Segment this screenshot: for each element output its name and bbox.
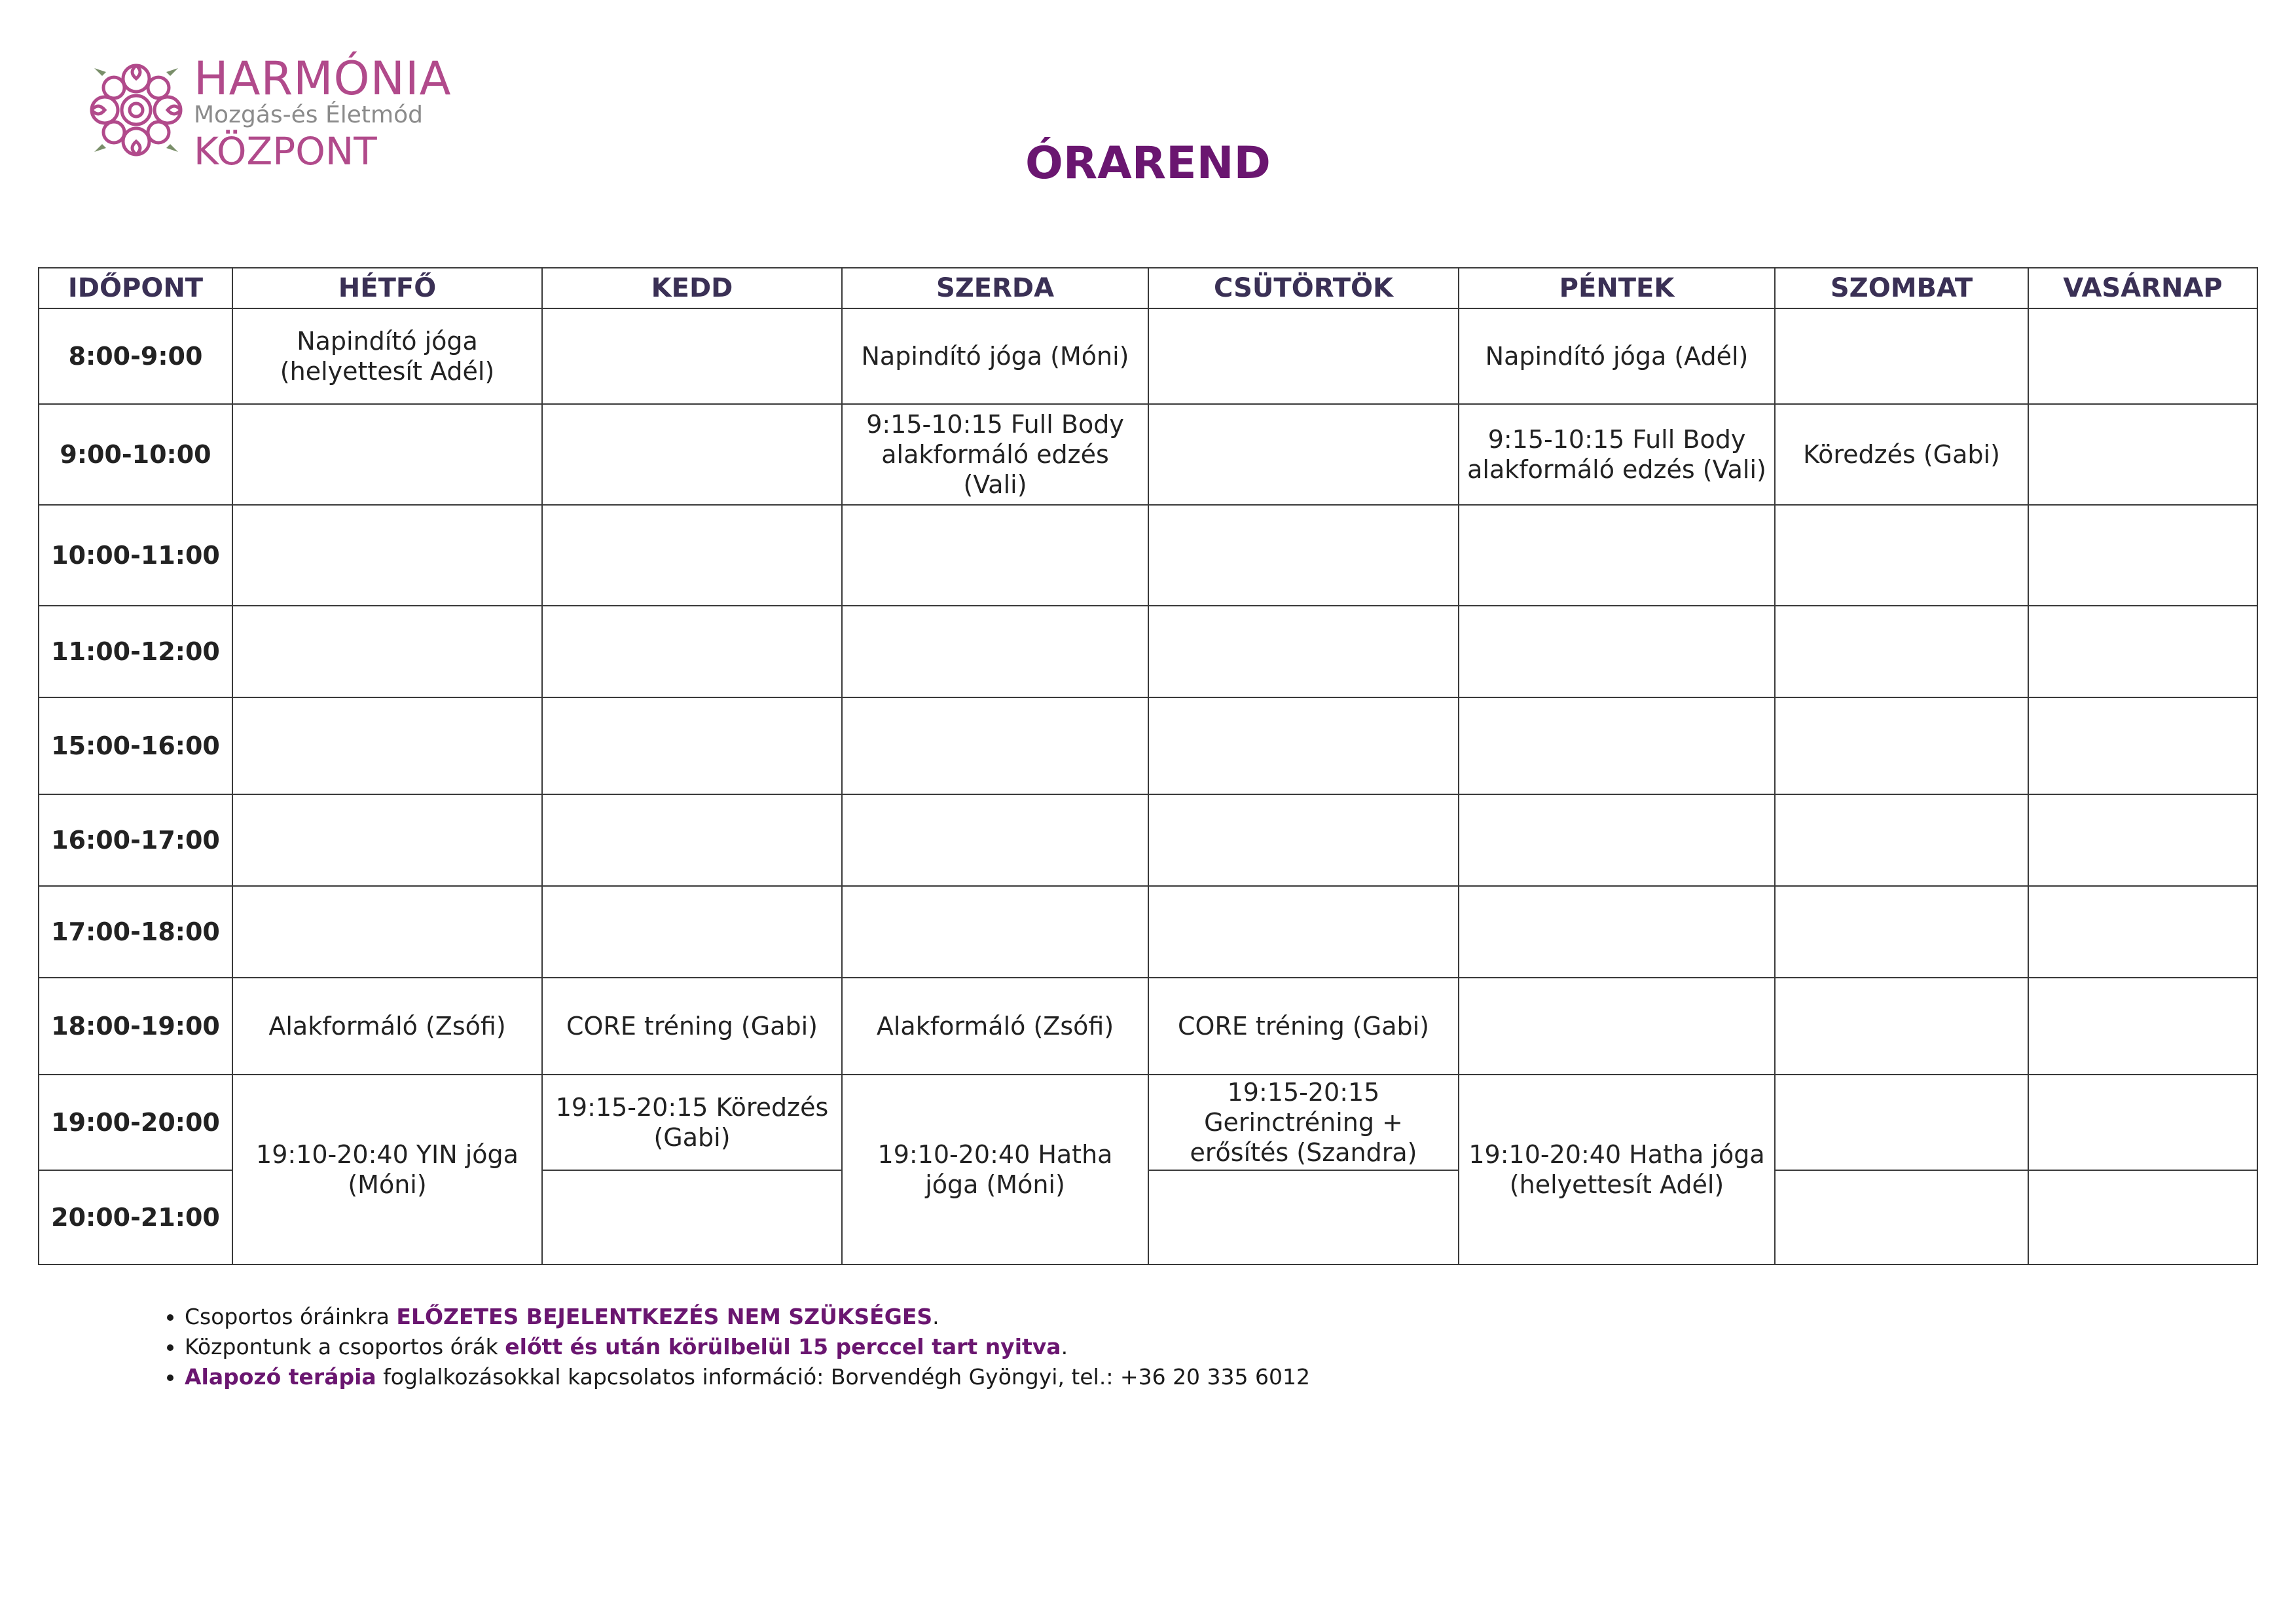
class-cell: 19:10-20:40 YIN jóga (Móni)	[232, 1075, 542, 1264]
header-tuesday: KEDD	[542, 268, 842, 308]
table-row	[39, 697, 2257, 794]
class-cell: 19:15-20:15 Köredzés (Gabi)	[542, 1075, 842, 1170]
empty-cell	[842, 606, 1148, 697]
time-cell: 15:00-16:00	[39, 697, 232, 794]
time-cell: 11:00-12:00	[39, 606, 232, 697]
note-opening: • Központunk a csoportos órák előtt és után körülbelül 15 perccel tart nyitva.	[185, 1332, 2116, 1362]
empty-cell	[842, 794, 1148, 886]
empty-cell	[1775, 1170, 2028, 1264]
empty-cell	[1148, 1170, 1459, 1264]
class-cell: Napindító jóga (helyettesít Adél)	[232, 308, 542, 404]
empty-cell	[2028, 1170, 2257, 1264]
empty-cell	[1775, 697, 2028, 794]
empty-cell	[842, 697, 1148, 794]
empty-cell	[2028, 505, 2257, 606]
empty-cell	[842, 886, 1148, 978]
table-row	[39, 1075, 2257, 1170]
empty-cell	[1459, 886, 1775, 978]
empty-cell	[2028, 606, 2257, 697]
empty-cell	[2028, 1075, 2257, 1170]
empty-cell	[232, 697, 542, 794]
empty-cell	[1459, 606, 1775, 697]
empty-cell	[2028, 697, 2257, 794]
empty-cell	[232, 794, 542, 886]
header-time: IDŐPONT	[39, 268, 232, 308]
empty-cell	[2028, 308, 2257, 404]
empty-cell	[1459, 794, 1775, 886]
empty-cell	[232, 886, 542, 978]
empty-cell	[2028, 404, 2257, 505]
notes	[152, 1302, 2116, 1392]
empty-cell	[232, 606, 542, 697]
empty-cell	[1775, 1075, 2028, 1170]
logo-subtitle: Mozgás-és Életmód	[194, 101, 423, 128]
header-sunday: VASÁRNAP	[2028, 268, 2257, 308]
table-row	[39, 606, 2257, 697]
empty-cell	[542, 697, 842, 794]
empty-cell	[1775, 794, 2028, 886]
empty-cell	[1775, 886, 2028, 978]
empty-cell	[1148, 697, 1459, 794]
time-cell: 17:00-18:00	[39, 886, 232, 978]
time-cell: 18:00-19:00	[39, 978, 232, 1075]
header-thursday: CSÜTÖRTÖK	[1148, 268, 1459, 308]
empty-cell	[542, 886, 842, 978]
empty-cell	[542, 794, 842, 886]
empty-cell	[1775, 606, 2028, 697]
table-row	[39, 505, 2257, 606]
class-cell: CORE tréning (Gabi)	[542, 978, 842, 1075]
time-cell: 10:00-11:00	[39, 505, 232, 606]
empty-cell	[1459, 978, 1775, 1075]
class-cell: Napindító jóga (Móni)	[842, 308, 1148, 404]
class-cell: 19:15-20:15 Gerinctréning + erősítés (Szandra)	[1148, 1075, 1459, 1170]
table-row	[39, 794, 2257, 886]
class-cell: 9:15-10:15 Full Body alakformáló edzés (Vali)	[1459, 404, 1775, 505]
class-cell: 9:15-10:15 Full Body alakformáló edzés (Vali)	[842, 404, 1148, 505]
empty-cell	[232, 404, 542, 505]
table-row	[39, 308, 2257, 404]
table-row	[39, 404, 2257, 505]
empty-cell	[1148, 606, 1459, 697]
empty-cell	[1148, 886, 1459, 978]
empty-cell	[1148, 505, 1459, 606]
empty-cell	[542, 404, 842, 505]
empty-cell	[1148, 308, 1459, 404]
class-cell: CORE tréning (Gabi)	[1148, 978, 1459, 1075]
table-row	[39, 886, 2257, 978]
header-row	[39, 268, 2257, 308]
empty-cell	[1775, 308, 2028, 404]
logo-name: HARMÓNIA	[194, 52, 452, 105]
empty-cell	[542, 1170, 842, 1264]
class-cell: 19:10-20:40 Hatha jóga (helyettesít Adél)	[1459, 1075, 1775, 1264]
class-cell: 19:10-20:40 Hatha jóga (Móni)	[842, 1075, 1148, 1264]
note-therapy: • Alapozó terápia foglalkozásokkal kapcsolatos információ: Borvendégh Gyöngyi, tel.: +36 20 335 6012	[185, 1362, 2116, 1392]
page-title: ÓRAREND	[1025, 138, 1271, 189]
empty-cell	[2028, 978, 2257, 1075]
class-cell: Alakformáló (Zsófi)	[232, 978, 542, 1075]
empty-cell	[2028, 886, 2257, 978]
empty-cell	[842, 505, 1148, 606]
header-monday: HÉTFŐ	[232, 268, 542, 308]
empty-cell	[1459, 697, 1775, 794]
time-cell: 9:00-10:00	[39, 404, 232, 505]
empty-cell	[542, 606, 842, 697]
time-cell: 16:00-17:00	[39, 794, 232, 886]
class-cell: Köredzés (Gabi)	[1775, 404, 2028, 505]
note-registration: • Csoportos óráinkra ELŐZETES BEJELENTKEZÉS NEM SZÜKSÉGES.	[185, 1302, 2116, 1332]
empty-cell	[1775, 978, 2028, 1075]
empty-cell	[1148, 404, 1459, 505]
empty-cell	[1775, 505, 2028, 606]
time-cell: 8:00-9:00	[39, 308, 232, 404]
header-friday: PÉNTEK	[1459, 268, 1775, 308]
header-saturday: SZOMBAT	[1775, 268, 2028, 308]
empty-cell	[232, 505, 542, 606]
table-row	[39, 978, 2257, 1075]
empty-cell	[542, 505, 842, 606]
class-cell: Napindító jóga (Adél)	[1459, 308, 1775, 404]
empty-cell	[542, 308, 842, 404]
time-cell: 20:00-21:00	[39, 1170, 232, 1264]
time-cell: 19:00-20:00	[39, 1075, 232, 1170]
logo-center: KÖZPONT	[194, 129, 377, 174]
empty-cell	[1459, 505, 1775, 606]
timetable	[38, 267, 2258, 1265]
empty-cell	[1148, 794, 1459, 886]
class-cell: Alakformáló (Zsófi)	[842, 978, 1148, 1075]
header-wednesday: SZERDA	[842, 268, 1148, 308]
empty-cell	[2028, 794, 2257, 886]
